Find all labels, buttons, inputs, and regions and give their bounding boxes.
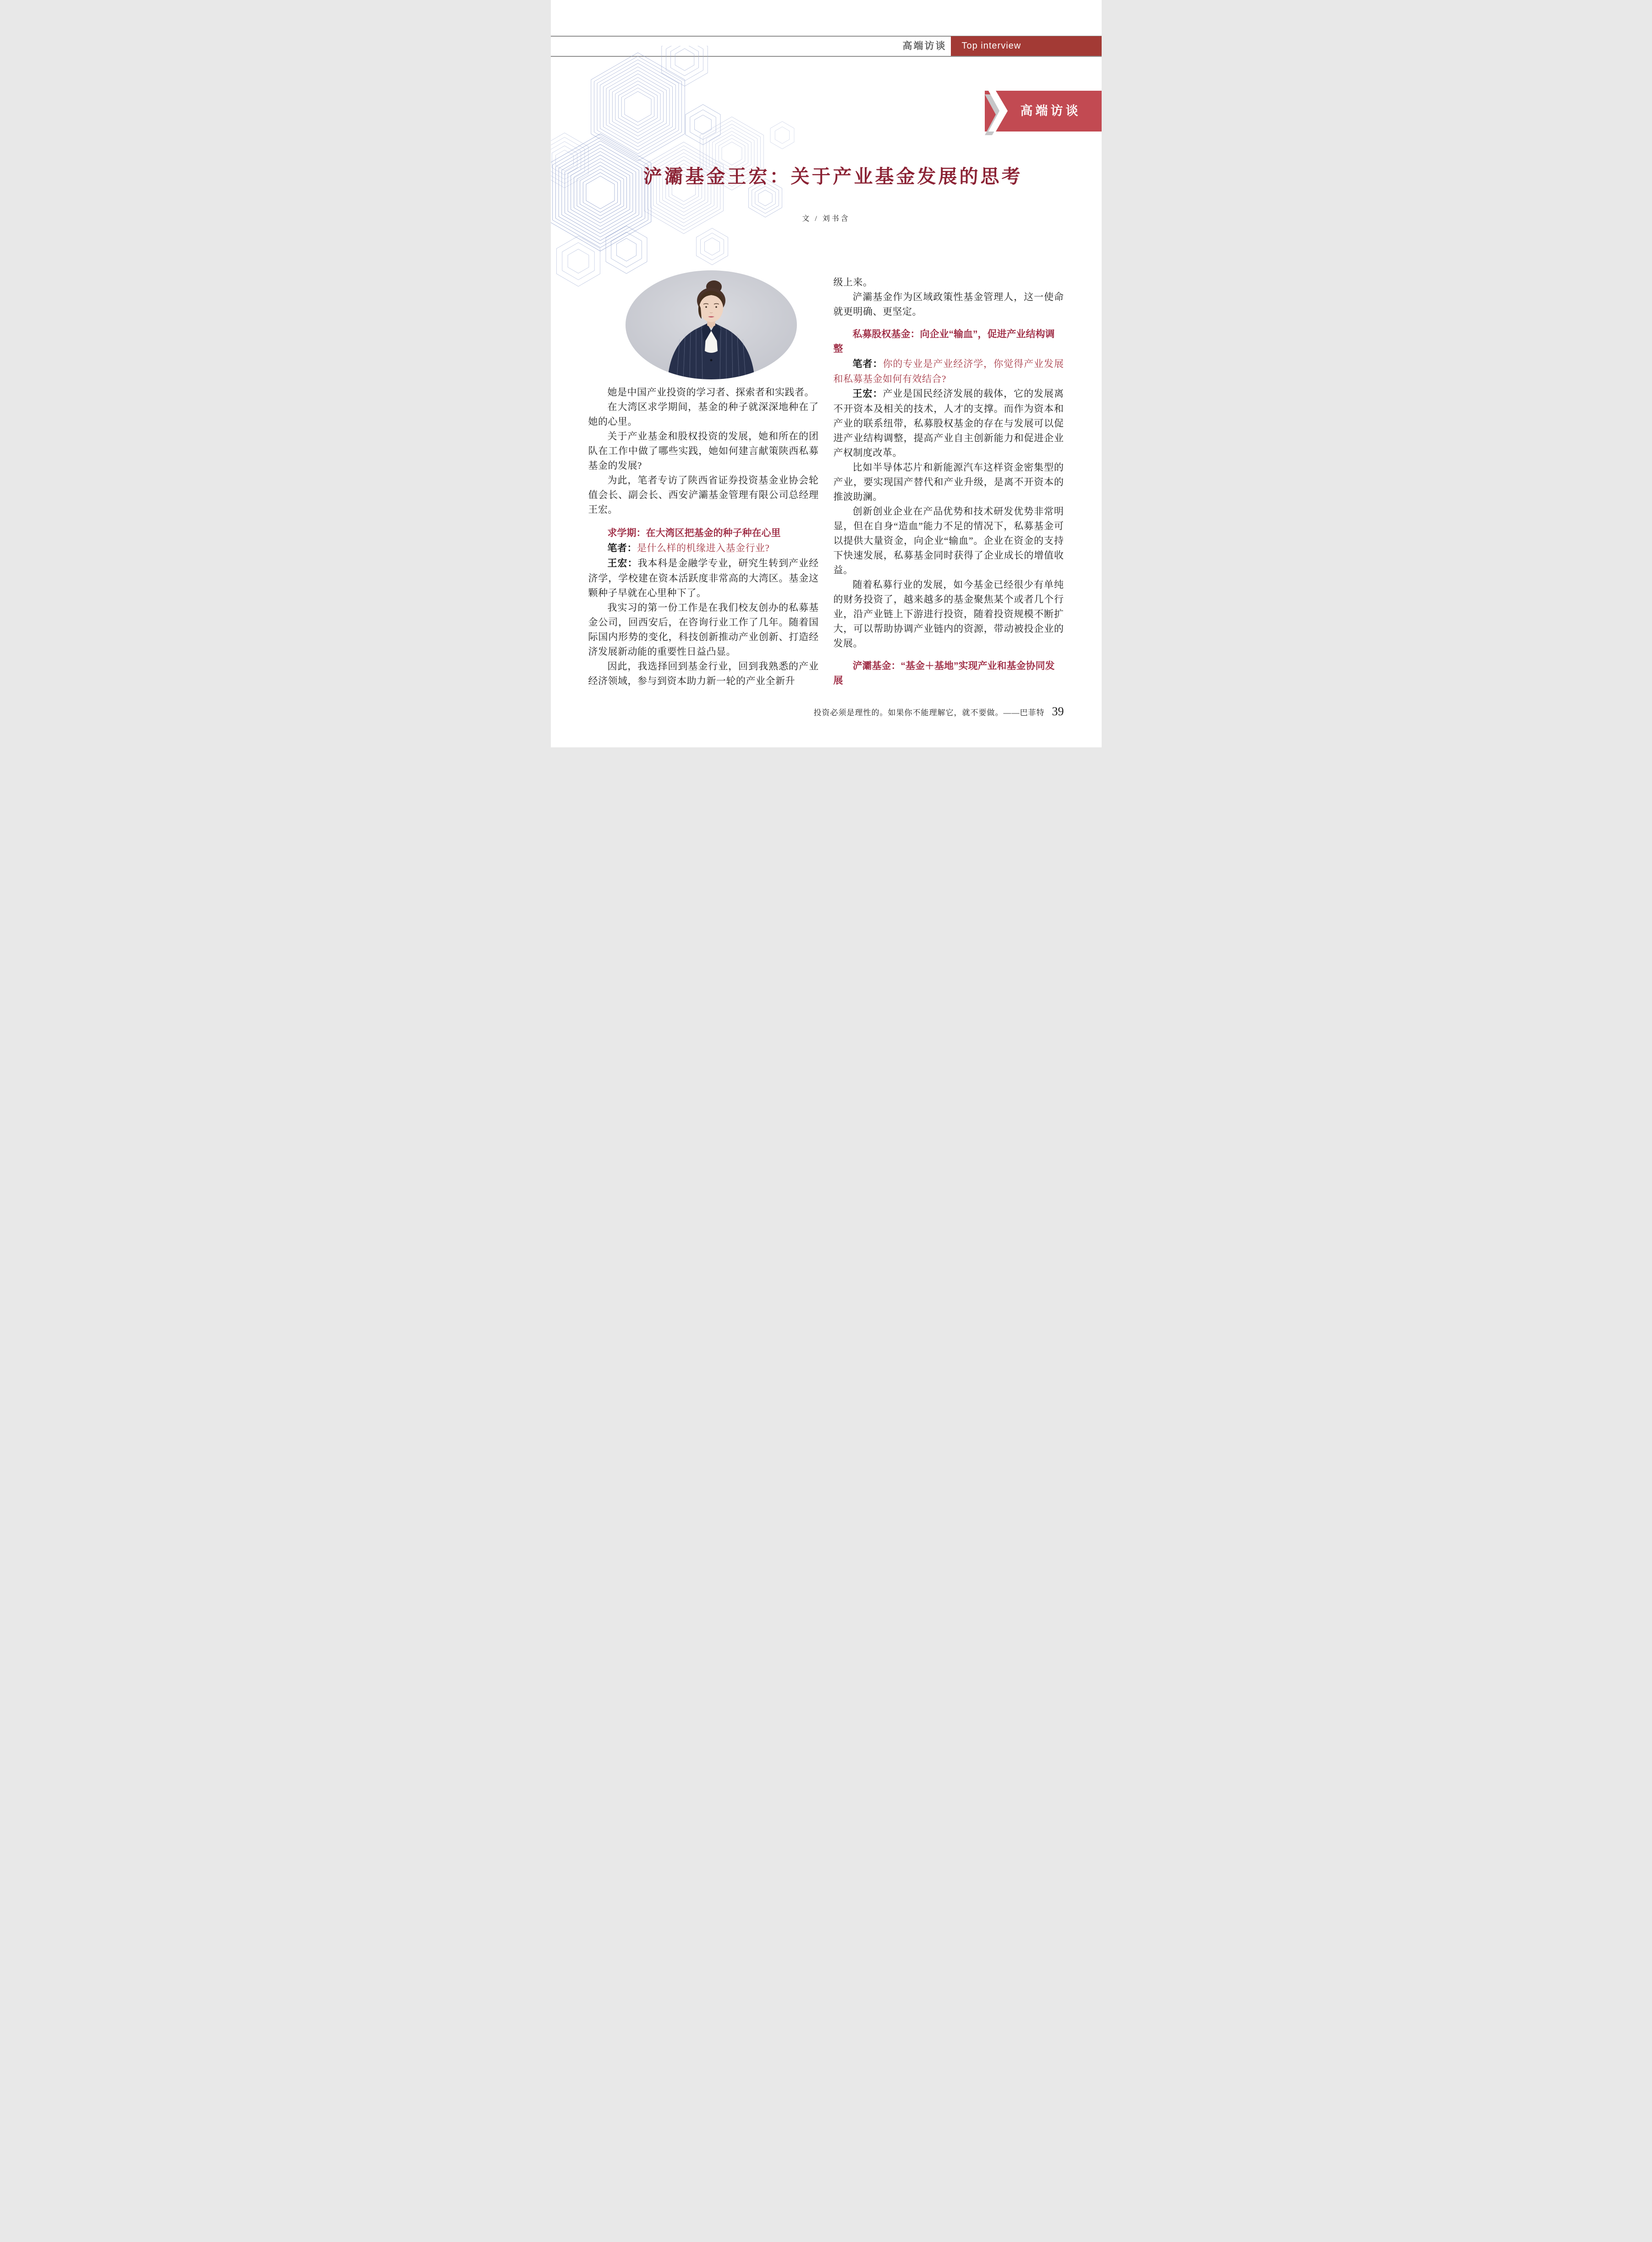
question-line	[834, 356, 1064, 386]
answer-text: 我本科是金融学专业，研究生转到产业经济学，学校建在资本活跃度非常高的大湾区。基金这颗种子早就在心里种下了。	[588, 558, 819, 598]
intro-paragraph: 关于产业基金和股权投资的发展，她和所在的团队在工作中做了哪些实践，她如何建言献策陕西私募基金的发展?	[588, 431, 819, 471]
header-section-en: Top interview	[961, 41, 1021, 51]
article-byline: 文 / 刘书含	[802, 215, 850, 223]
body-paragraph: 创新创业企业在产品优势和技术研发优势非常明显，但在自身“造血”能力不足的情况下，私募基金可以提供大量资金，向企业“输血”。企业在资金的支持下快速发展，私募基金同时获得了企业成长的增值收益。	[833, 506, 1064, 576]
question-text: 是什么样的机缘进入基金行业?	[637, 543, 770, 554]
jacket-button	[710, 359, 712, 362]
answer-line	[834, 386, 1064, 460]
ribbon-chevron-icon	[980, 91, 1021, 137]
answer-text: 产业是国民经济发展的载体，它的发展离不开资本及相关的技术，人才的支撑。而作为资本和产业的联系纽带，私募股权基金的存在与发展可以促进产业结构调整，提高产业自主创新能力和促进企业产权制度改革。	[833, 388, 1064, 458]
interviewer-label: 笔者：	[852, 359, 883, 369]
article-title: 浐灞基金王宏：关于产业基金发展的思考	[643, 166, 1023, 187]
right-column	[834, 275, 1064, 688]
magazine-page	[551, 0, 1102, 747]
section-heading-pe-fund: 私募股权基金：向企业“输血”，促进产业结构调整	[833, 329, 1055, 354]
section-ribbon	[985, 91, 1102, 132]
body-paragraph: 随着私募行业的发展，如今基金已经很少有单纯的财务投资了，越来越多的基金聚焦某个或者几个行业，沿产业链上下游进行投资，随着投资规模不断扩大，可以帮助协调产业链内的资源，带动被投企业的发展。	[833, 579, 1064, 649]
question-line	[588, 541, 819, 556]
interviewee-label: 王宏：	[607, 558, 638, 569]
intro-paragraph: 为此，笔者专访了陕西省证券投资基金业协会轮值会长、副会长、西安浐灞基金管理有限公司总经理王宏。	[588, 475, 819, 515]
intro-paragraph: 在大湾区求学期间，基金的种子就深深地种在了她的心里。	[588, 401, 819, 427]
body-paragraph: 因此，我选择回到基金行业，回到我熟悉的产业经济领域，参与到资本助力新一轮的产业全新升	[588, 661, 819, 686]
page-footer	[588, 705, 1064, 718]
body-paragraph: 浐灞基金作为区域政策性基金管理人，这一使命就更明确、更坚定。	[833, 291, 1064, 317]
interviewee-label: 王宏：	[852, 389, 883, 399]
header-section-zh: 高端访谈	[902, 41, 947, 51]
continuation-paragraph: 级上来。	[833, 277, 873, 288]
question-text: 你的专业是产业经济学，你觉得产业发展和私募基金如何有效结合?	[833, 358, 1064, 384]
section-heading-study: 求学期：在大湾区把基金的种子种在心里	[607, 528, 781, 538]
portrait-photo	[626, 270, 797, 379]
section-heading-fund-base: 浐灞基金：“基金＋基地”实现产业和基金协同发展	[833, 661, 1055, 686]
interviewer-label: 笔者：	[607, 543, 637, 554]
body-paragraph: 我实习的第一份工作是在我们校友创办的私募基金公司，回西安后，在咨询行业工作了几年。随着国际国内形势的变化，科技创新推动产业创新、打造经济发展新动能的重要性日益凸显。	[588, 602, 819, 657]
intro-paragraph: 她是中国产业投资的学习者、探索者和实践者。	[607, 387, 814, 398]
answer-line	[588, 556, 819, 600]
page-number: 39	[1052, 705, 1064, 718]
left-column	[588, 385, 819, 688]
portrait-illustration	[626, 270, 797, 379]
ribbon-label: 高端访谈	[1020, 104, 1081, 118]
body-paragraph: 比如半导体芯片和新能源汽车这样资金密集型的产业，要实现国产替代和产业升级，是离不开资本的推波助澜。	[833, 462, 1064, 502]
header-section-box	[951, 36, 1102, 56]
footer-quote: 投资必须是理性的。如果你不能理解它，就不要做。——巴菲特	[813, 708, 1045, 717]
